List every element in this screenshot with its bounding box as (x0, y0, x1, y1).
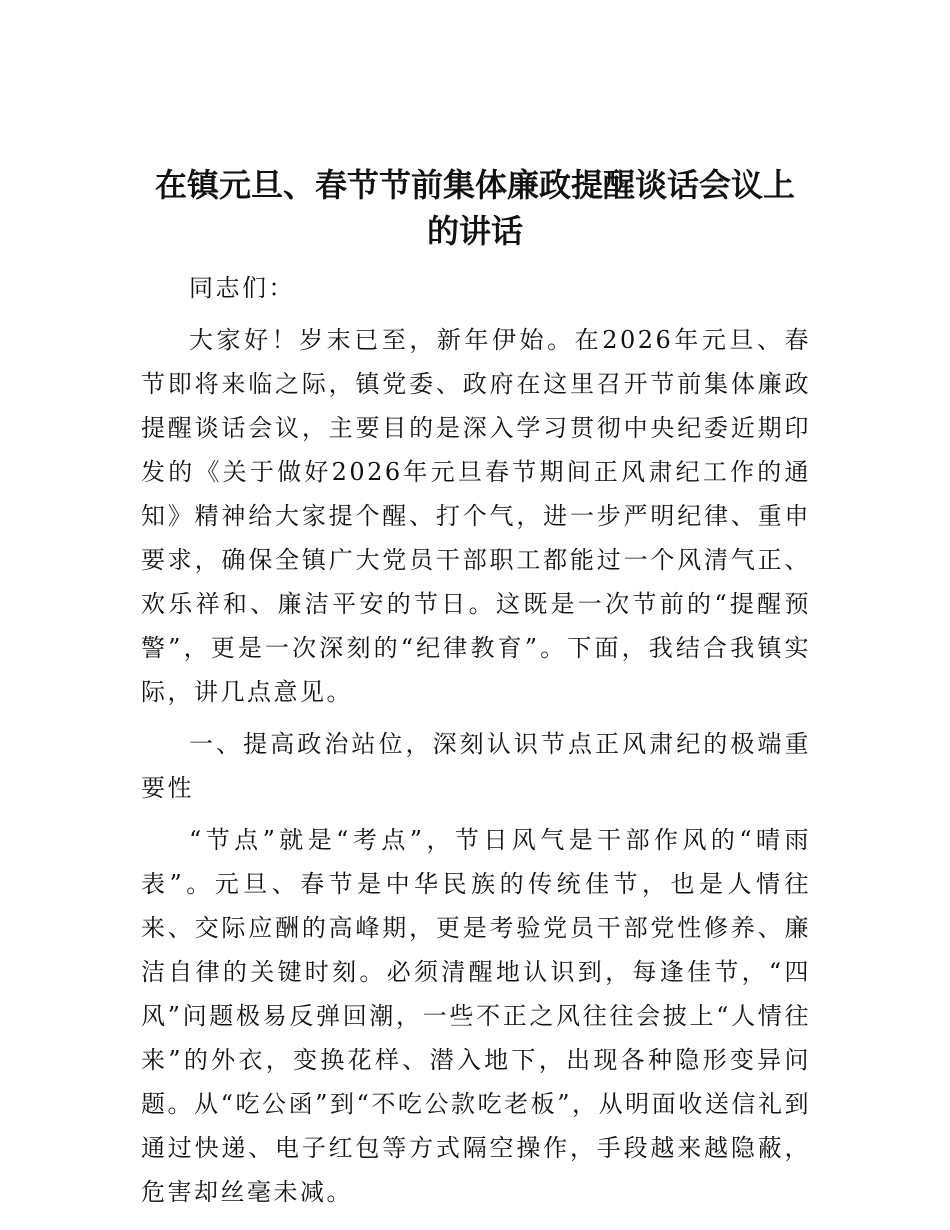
salutation: 同志们： (189, 274, 295, 302)
paragraph-intro: 大家好！岁末已至，新年伊始。在2026年元旦、春节即将来临之际，镇党委、政府在这里召开节前集体廉政提醒谈话会议，主要目的是深入学习贯彻中央纪委近期印发的《关于做好2026年元旦春节期间正风肃纪工作的通知》精神给大家提个醒、打个气，进一步严明纪律、重申要求，确保全镇广大党员干部职工都能过一个风清气正、欢乐祥和、廉洁平安的节日。这既是一次节前的“提醒预警”，更是一次深刻的“纪律教育”。下面，我结合我镇实际，讲几点意见。 (141, 326, 811, 706)
document-title (120, 162, 830, 254)
paragraph-section-1: “节点”就是“考点”，节日风气是干部作风的“晴雨表”。元旦、春节是中华民族的传统佳节，也是人情往来、交际应酬的高峰期，更是考验党员干部党性修养、廉洁自律的关键时刻。必须清醒地认识到，每逢佳节，“四风”问题极易反弹回潮，一些不正之风往往会披上“人情往来”的外衣，变换花样、潜入地下，出现各种隐形变异问题。从“吃公函”到“不吃公款吃老板”，从明面收送信礼到通过快递、电子红包等方式隔空操作，手段越来越隐蔽，危害却丝毫未减。 (141, 826, 811, 1206)
title-line-2: 的讲话 (426, 212, 523, 250)
document-body (141, 266, 811, 1214)
section-heading-1: 一、提高政治站位，深刻认识节点正风肃纪的极端重要性 (141, 730, 811, 802)
title-line-1: 在镇元旦、春节节前集体廉政提醒谈话会议上 (154, 166, 795, 204)
